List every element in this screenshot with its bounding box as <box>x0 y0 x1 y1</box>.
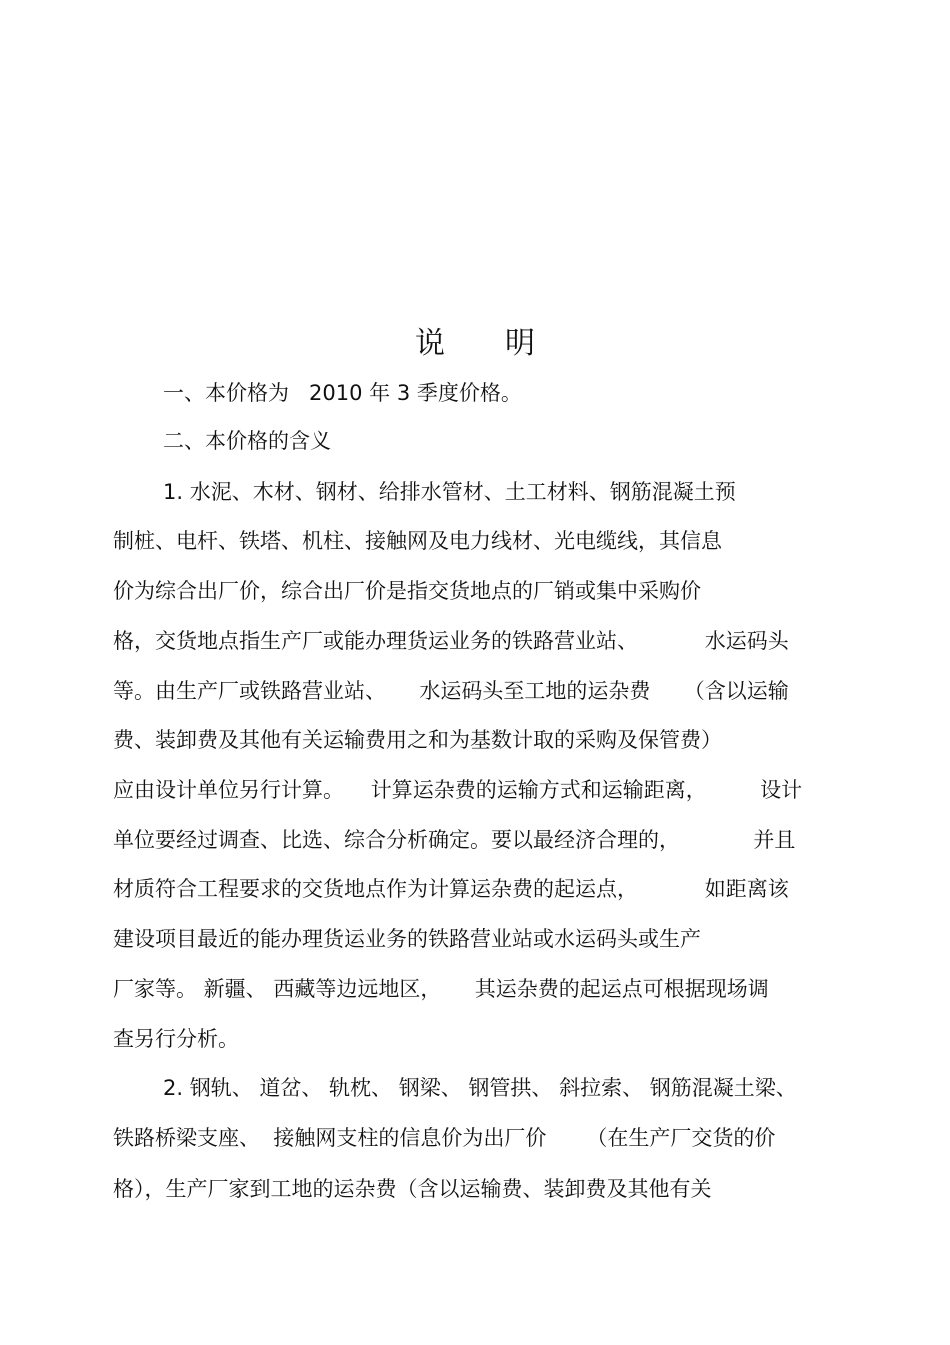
paragraph-line: 费、装卸费及其他有关运输费用之和为基数计取的采购及保管费） <box>113 728 722 752</box>
paragraph-line: 单位要经过调查、比选、综合分析确定。要以最经济合理的， 并且 <box>113 828 796 852</box>
paragraph-line: 格，交货地点指生产厂或能办理货运业务的铁路营业站、 水运码头 <box>113 629 789 653</box>
paragraph-line: 等。由生产厂或铁路营业站、 水运码头至工地的运杂费 （含以运输 <box>113 679 789 703</box>
paragraph-line: 制桩、电杆、铁塔、机柱、接触网及电力线材、光电缆线，其信息 <box>113 529 722 553</box>
section-heading-1: 一、本价格为 2010 年 3 季度价格。 <box>163 381 522 405</box>
paragraph-line: 价为综合出厂价，综合出厂价是指交货地点的厂销或集中采购价 <box>113 579 701 603</box>
paragraph-line: 应由设计单位另行计算。 计算运杂费的运输方式和运输距离， 设计 <box>113 778 803 802</box>
page-title: 说明 <box>415 326 595 361</box>
paragraph-line: 查另行分析。 <box>113 1027 239 1051</box>
paragraph-line: 材质符合工程要求的交货地点作为计算运杂费的起运点， 如距离该 <box>113 877 789 901</box>
paragraph-line: 厂家等。 新疆、 西藏等边远地区， 其运杂费的起运点可根据现场调 <box>113 977 769 1001</box>
paragraph-line: 铁路桥梁支座、 接触网支柱的信息价为出厂价 （在生产厂交货的价 <box>113 1126 776 1150</box>
paragraph-line: 建设项目最近的能办理货运业务的铁路营业站或水运码头或生产 <box>113 927 701 951</box>
paragraph-line: 1. 水泥、木材、钢材、给排水管材、土工材料、钢筋混凝土预 <box>163 480 736 504</box>
paragraph-line: 2. 钢轨、 道岔、 轨枕、 钢梁、 钢管拱、 斜拉索、 钢筋混凝土梁、 <box>163 1076 797 1100</box>
section-heading-2: 二、本价格的含义 <box>163 429 331 453</box>
paragraph-line: 格），生产厂家到工地的运杂费（含以运输费、装卸费及其他有关 <box>113 1177 712 1201</box>
